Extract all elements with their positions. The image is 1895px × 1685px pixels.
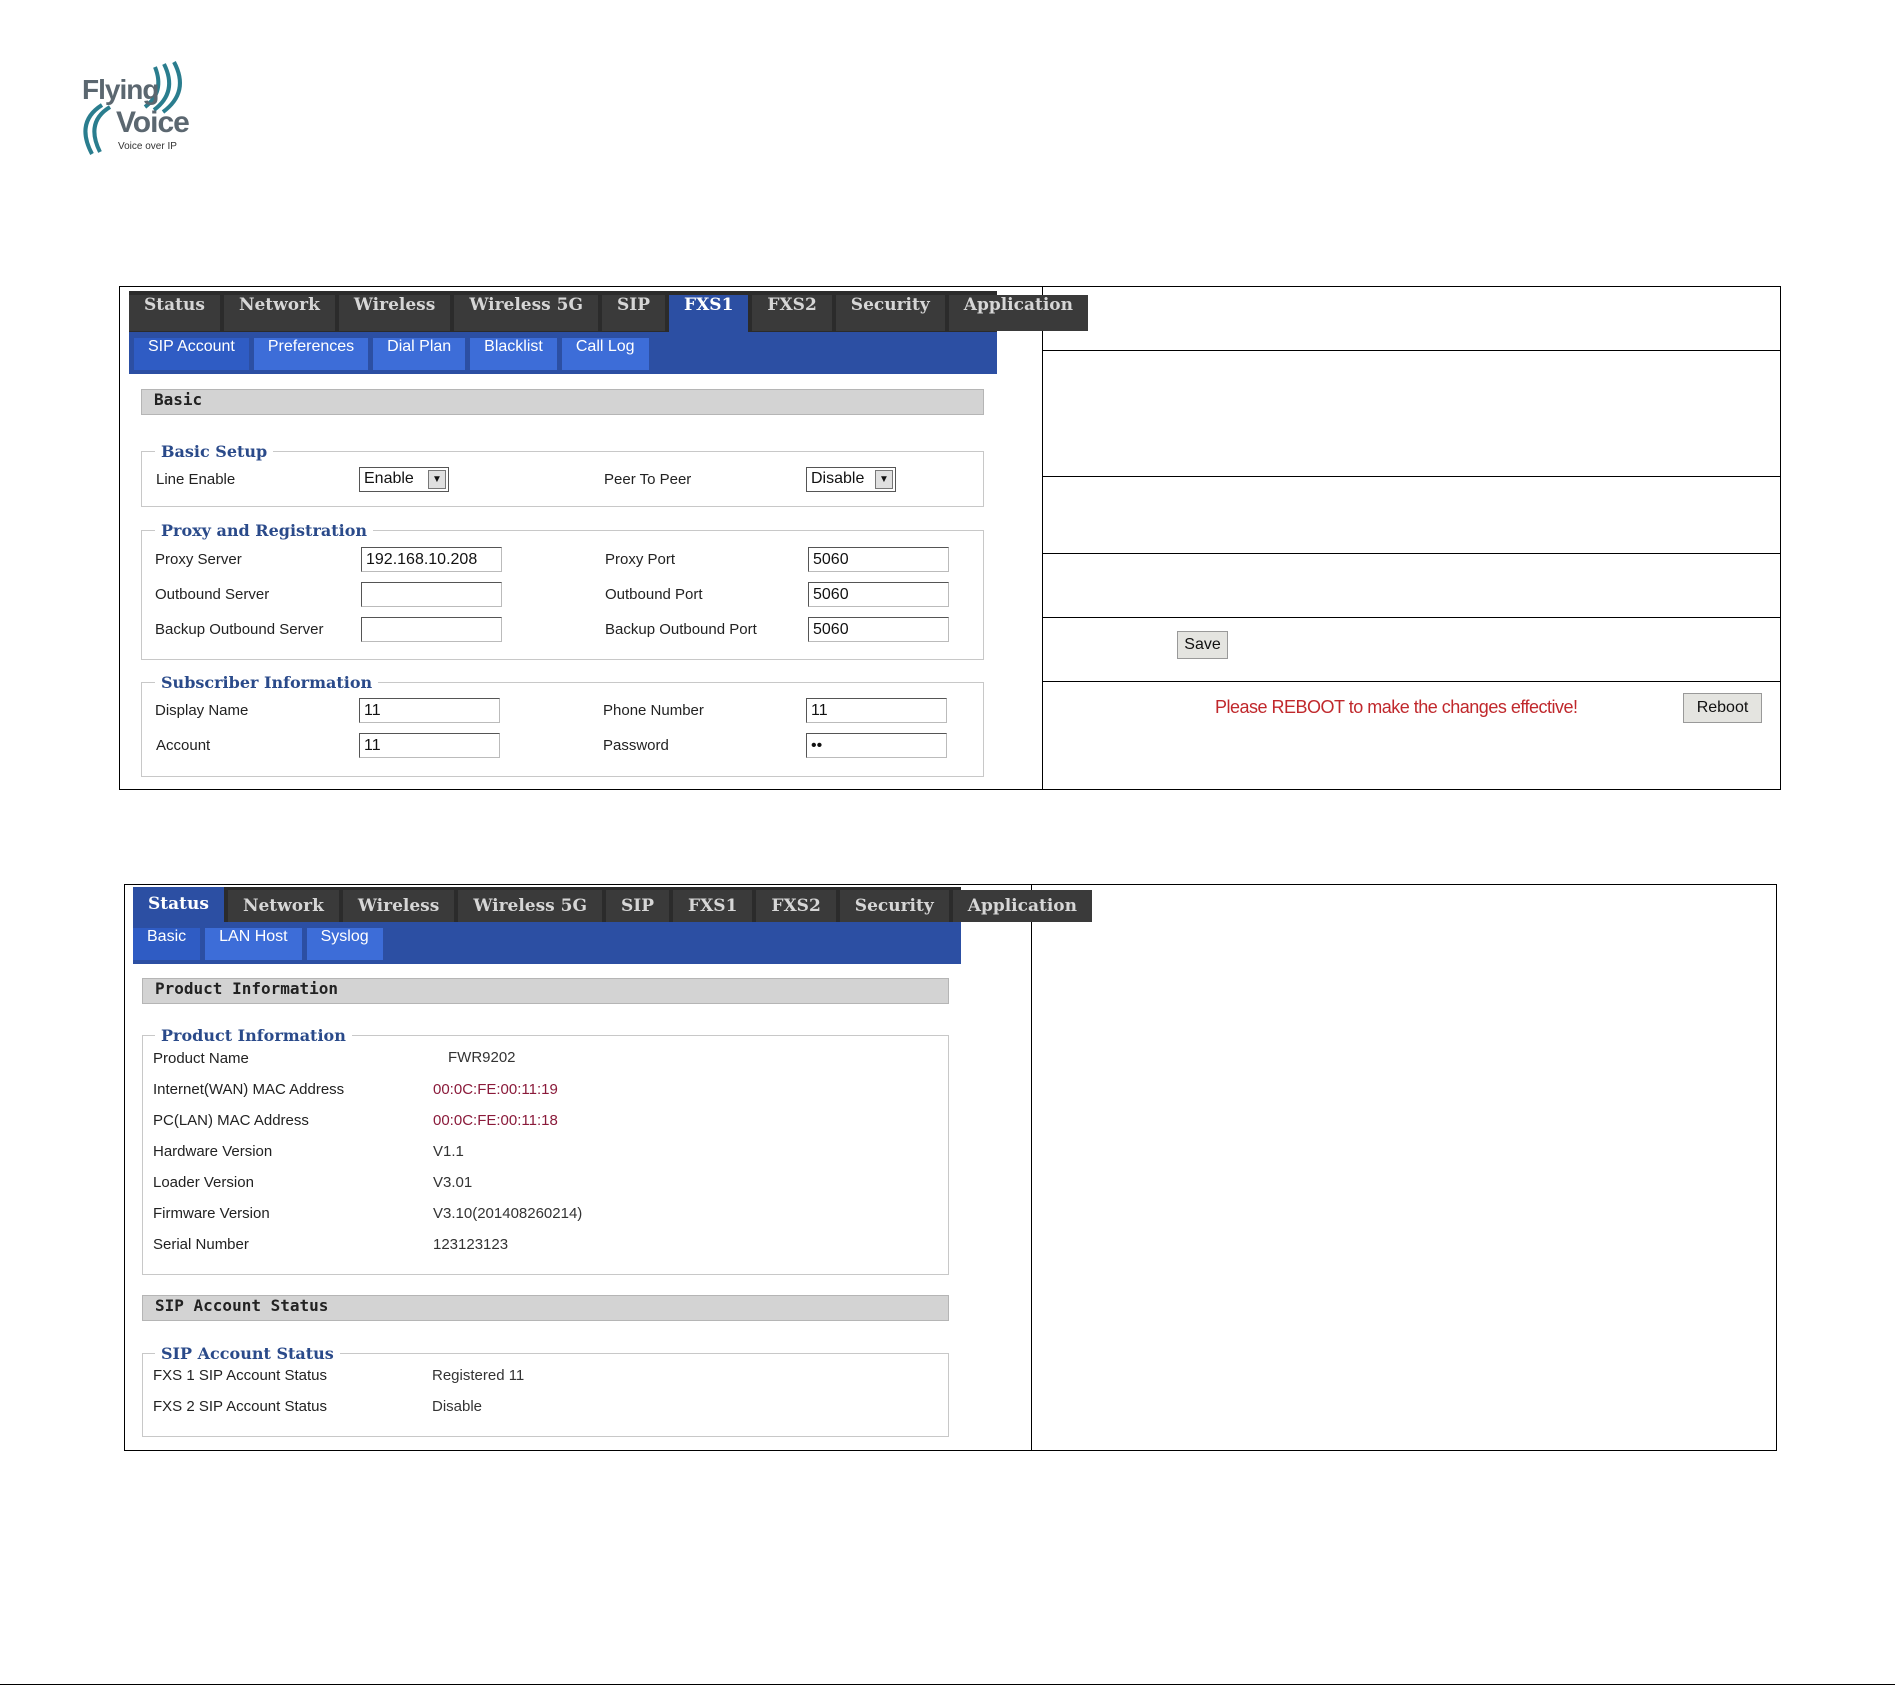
top-navigation: [129, 291, 1074, 332]
tab-security[interactable]: Security: [836, 295, 945, 331]
logo-text-voice: Voice: [116, 106, 189, 139]
sip-account-status-fieldset: [142, 1353, 949, 1437]
peer-to-peer-select[interactable]: [806, 467, 896, 492]
tab-network[interactable]: Network: [224, 295, 335, 331]
password-label: Password: [603, 737, 669, 754]
firmware-version-value: V3.10(201408260214): [433, 1205, 583, 1222]
row-line: [1042, 681, 1781, 682]
hardware-version-value: V1.1: [433, 1143, 464, 1160]
phone-number-label: Phone Number: [603, 702, 704, 719]
loader-version-value: V3.01: [433, 1174, 473, 1191]
proxy-registration-legend: Proxy and Registration: [155, 521, 373, 540]
sub-navigation: [129, 332, 997, 374]
subscriber-information-legend: Subscriber Information: [155, 673, 378, 692]
basic-setup-legend: Basic Setup: [155, 442, 273, 461]
subtab-blacklist[interactable]: Blacklist: [470, 338, 557, 370]
logo-text-flying: Flying: [82, 74, 159, 105]
signal-waves-left-icon: [80, 102, 120, 157]
lan-mac-value: 00:0C:FE:00:11:18: [433, 1112, 558, 1129]
serial-number-value: 123123123: [433, 1236, 509, 1253]
firmware-version-label: Firmware Version: [153, 1205, 270, 1222]
subtab-preferences[interactable]: Preferences: [254, 338, 368, 370]
row-line: [1042, 617, 1781, 618]
subtab-call-log[interactable]: Call Log: [562, 338, 649, 370]
fxs1-sip-status-value: Registered 11: [432, 1367, 525, 1384]
sip-account-status-legend: SIP Account Status: [155, 1344, 340, 1363]
line-enable-select[interactable]: [359, 467, 449, 492]
top-navigation: [133, 887, 1078, 922]
display-name-label: Display Name: [155, 702, 249, 719]
account-input[interactable]: [359, 733, 500, 758]
phone-number-input[interactable]: [806, 698, 947, 723]
flying-voice-logo: [80, 62, 190, 157]
subscriber-information-fieldset: [141, 682, 984, 777]
status-basic-screenshot: [133, 887, 1078, 1445]
wan-mac-label: Internet(WAN) MAC Address: [153, 1081, 345, 1098]
row-line: [1042, 476, 1781, 477]
reboot-message: Please REBOOT to make the changes effective!: [1215, 697, 1578, 717]
subtab-basic[interactable]: Basic: [133, 928, 200, 960]
row-line: [1042, 553, 1781, 554]
tab-application[interactable]: Application: [949, 295, 1088, 331]
tab-sip[interactable]: SIP: [606, 890, 669, 922]
backup-outbound-port-label: Backup Outbound Port: [605, 621, 757, 638]
subtab-sip-account[interactable]: SIP Account: [134, 338, 249, 370]
tab-security[interactable]: Security: [840, 890, 949, 922]
account-label: Account: [156, 737, 211, 754]
tab-wireless[interactable]: Wireless: [343, 890, 454, 922]
subtab-syslog[interactable]: Syslog: [307, 928, 383, 960]
fxs2-sip-status-value: Disable: [432, 1398, 483, 1415]
tab-sip[interactable]: SIP: [602, 295, 665, 331]
display-name-input[interactable]: [359, 698, 500, 723]
tab-application[interactable]: Application: [953, 890, 1092, 922]
outbound-server-input[interactable]: [361, 582, 502, 607]
subtab-dial-plan[interactable]: Dial Plan: [373, 338, 465, 370]
peer-to-peer-label: Peer To Peer: [604, 471, 692, 488]
fxs1-sip-account-screenshot: [129, 291, 1074, 781]
subtab-lan-host[interactable]: LAN Host: [205, 928, 301, 960]
product-name-value: FWR9202: [448, 1049, 516, 1066]
hardware-version-label: Hardware Version: [153, 1143, 273, 1160]
product-information-legend: Product Information: [155, 1026, 352, 1045]
tab-network[interactable]: Network: [228, 890, 339, 922]
tab-wireless[interactable]: Wireless: [339, 295, 450, 331]
outbound-server-label: Outbound Server: [155, 586, 270, 603]
sub-navigation: [133, 922, 961, 964]
password-input[interactable]: [806, 733, 947, 758]
tab-status[interactable]: Status: [133, 887, 224, 922]
tab-wireless-5g[interactable]: Wireless 5G: [458, 890, 602, 922]
logo-tagline: Voice over IP: [118, 141, 177, 152]
section-product-information-title: Product Information: [142, 978, 949, 1004]
peer-to-peer-value: Disable: [811, 470, 865, 487]
loader-version-label: Loader Version: [153, 1174, 254, 1191]
save-button[interactable]: Save: [1177, 631, 1228, 659]
tab-wireless-5g[interactable]: Wireless 5G: [454, 295, 598, 331]
section-sip-account-status-title: SIP Account Status: [142, 1295, 949, 1321]
wan-mac-value: 00:0C:FE:00:11:19: [433, 1081, 558, 1098]
table1-divider: [1042, 286, 1043, 790]
outbound-port-label: Outbound Port: [605, 586, 703, 603]
proxy-server-input[interactable]: [361, 547, 502, 572]
tab-fxs2[interactable]: FXS2: [756, 890, 835, 922]
proxy-port-label: Proxy Port: [605, 551, 676, 568]
row-line: [1042, 350, 1781, 351]
fxs1-sip-status-label: FXS 1 SIP Account Status: [153, 1367, 327, 1384]
table2-divider: [1031, 884, 1032, 1451]
backup-outbound-server-label: Backup Outbound Server: [155, 621, 324, 638]
outbound-port-input[interactable]: [808, 582, 949, 607]
chevron-down-icon: ▼: [875, 470, 893, 489]
reboot-button[interactable]: Reboot: [1683, 693, 1762, 723]
tab-fxs2[interactable]: FXS2: [752, 295, 831, 331]
product-name-label: Product Name: [153, 1050, 249, 1067]
lan-mac-label: PC(LAN) MAC Address: [153, 1112, 309, 1129]
serial-number-label: Serial Number: [153, 1236, 249, 1253]
tab-fxs1[interactable]: FXS1: [669, 295, 748, 332]
fxs2-sip-status-label: FXS 2 SIP Account Status: [153, 1398, 327, 1415]
chevron-down-icon: ▼: [428, 470, 446, 489]
section-basic-title: Basic: [141, 389, 984, 415]
tab-status[interactable]: Status: [129, 295, 220, 331]
backup-outbound-server-input[interactable]: [361, 617, 502, 642]
proxy-server-label: Proxy Server: [155, 551, 242, 568]
tab-fxs1[interactable]: FXS1: [673, 890, 752, 922]
line-enable-value: Enable: [364, 470, 414, 487]
backup-outbound-port-input[interactable]: [808, 617, 949, 642]
line-enable-label: Line Enable: [156, 471, 236, 488]
proxy-port-input[interactable]: [808, 547, 949, 572]
